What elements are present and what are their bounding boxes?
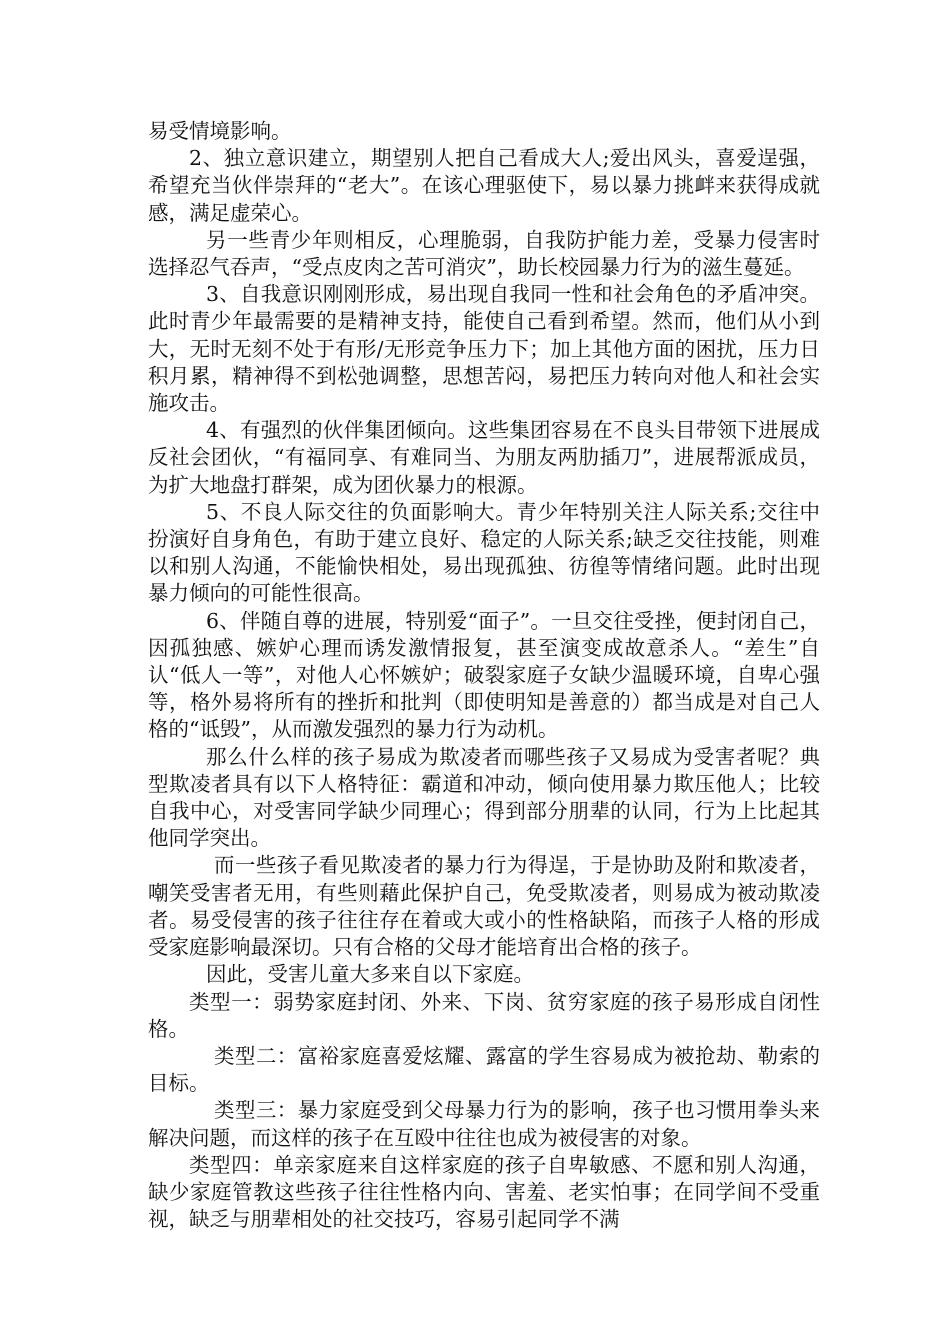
paragraph: 类型一：弱势家庭封闭、外来、下岗、贫穷家庭的孩子易形成自闭性格。 <box>148 989 820 1041</box>
paragraph: 易受情境影响。 <box>148 119 292 143</box>
paragraph: 而一些孩子看见欺凌者的暴力行为得逞，于是协助及附和欺凌者，嘲笑受害者无用，有些则藉此保护自己，免受欺凌者，则易成为被动欺凌者。易受侵害的孩子往往存在着或大或小的性格缺陷，而孩子人格的形成受家庭影响最深切。只有合格的父母才能培育出合格的孩子。 <box>148 853 820 960</box>
paragraph: 2、独立意识建立，期望别人把自己看成大人;爱出风头，喜爱逞强，希望充当伙伴崇拜的“老大”。在该心理驱使下，易以暴力挑衅来获得成就感，满足虚荣心。 <box>148 146 820 225</box>
paragraph: 6、伴随自尊的进展，特别爱“面子”。一旦交往受挫，便封闭自己，因孤独感、嫉妒心理而诱发激情报复，甚至演变成故意杀人。“差生”自认“低人一等”，对他人心怀嫉妒；破裂家庭子女缺少温暖环境，自卑心强等，格外易将所有的挫折和批判（即使明知是善意的）都当成是对自己人格的“诋毁”，从而激发强烈的暴力行为动机。 <box>148 608 820 742</box>
paragraph: 类型三：暴力家庭受到父母暴力行为的影响，孩子也习惯用拳头来解决问题，而这样的孩子在互殴中往往也成为被侵害的对象。 <box>148 1098 820 1150</box>
paragraph: 类型四：单亲家庭来自这样家庭的孩子自卑敏感、不愿和别人沟通，缺少家庭管教这些孩子往往性格内向、害羞、老实怕事；在同学间不受重视，缺乏与朋辈相处的社交技巧，容易引起同学不满 <box>148 1152 820 1232</box>
paragraph: 因此，受害儿童大多来自以下家庭。 <box>206 962 534 987</box>
paragraph: 3、自我意识刚刚形成，易出现自我同一性和社会角色的矛盾冲突。此时青少年最需要的是精神支持，能使自己看到希望。然而，他们从小到大，无时无刻不处于有形/无形竞争压力下；加上其他方面的困扰，压力日积月累，精神得不到松弛调整，思想苦闷，易把压力转向对他人和社会实施攻击。 <box>148 282 820 416</box>
paragraph: 4、有强烈的伙伴集团倾向。这些集团容易在不良头目带领下进展成反社会团伙，“有福同享、有难同当、为朋友两肋插刀”，进展帮派成员，为扩大地盘打群架，成为团伙暴力的根源。 <box>148 418 820 497</box>
paragraph: 5、不良人际交往的负面影响大。青少年特别关注人际关系;交往中扮演好自身角色，有助于建立良好、稳定的人际关系;缺乏交往技能，则难以和别人沟通，不能愉快相处，易出现孤独、彷徨等情绪问题。此时出现暴力倾向的可能性很高。 <box>148 499 820 606</box>
paragraph: 另一些青少年则相反，心理脆弱，自我防护能力差，受暴力侵害时选择忍气吞声，“受点皮肉之苦可消灾”，助长校园暴力行为的滋生蔓延。 <box>148 227 820 280</box>
document-body <box>148 118 820 1233</box>
paragraph: 类型二：富裕家庭喜爱炫耀、露富的学生容易成为被抢劫、勒索的目标。 <box>148 1043 820 1096</box>
paragraph: 那么什么样的孩子易成为欺凌者而哪些孩子又易成为受害者呢？典型欺凌者具有以下人格特征：霸道和冲动，倾向使用暴力欺压他人；比较自我中心，对受害同学缺少同理心；得到部分朋辈的认同，行为上比起其他同学突出。 <box>148 744 820 851</box>
